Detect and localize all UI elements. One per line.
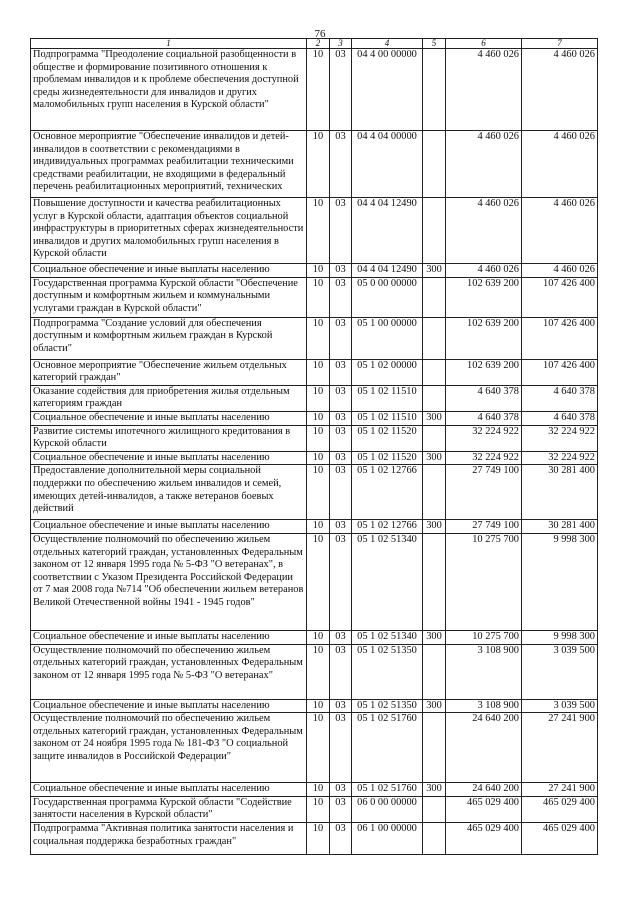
section-code: 10 [307, 359, 330, 385]
amount-year-2: 32 224 922 [522, 451, 598, 465]
expense-type-code [423, 49, 446, 131]
amount-year-2: 4 460 026 [522, 264, 598, 278]
row-name: Государственная программа Курской области "Содействие занятости населения в Курской области" [31, 796, 307, 822]
section-code: 10 [307, 277, 330, 317]
target-article-code: 05 1 02 12766 [352, 520, 423, 534]
amount-year-2: 3 039 500 [522, 644, 598, 699]
expense-type-code [423, 533, 446, 630]
amount-year-2: 4 460 026 [522, 131, 598, 198]
expense-type-code [423, 198, 446, 264]
amount-year-2: 27 241 900 [522, 783, 598, 797]
amount-year-2: 9 998 300 [522, 533, 598, 630]
target-article-code: 05 1 02 00000 [352, 359, 423, 385]
table-row [31, 465, 598, 520]
amount-year-2: 465 029 400 [522, 796, 598, 822]
subsection-code: 03 [330, 713, 352, 783]
amount-year-1: 102 639 200 [446, 317, 522, 359]
amount-year-2: 4 460 026 [522, 49, 598, 131]
expense-type-code [423, 465, 446, 520]
section-code: 10 [307, 783, 330, 797]
row-name: Социальное обеспечение и иные выплаты населению [31, 264, 307, 278]
table-row [31, 783, 598, 797]
amount-year-2: 107 426 400 [522, 359, 598, 385]
target-article-code: 05 1 02 51760 [352, 783, 423, 797]
amount-year-2: 465 029 400 [522, 822, 598, 854]
subsection-code: 03 [330, 644, 352, 699]
target-article-code: 05 1 02 11520 [352, 451, 423, 465]
table-row [31, 451, 598, 465]
row-name: Предоставление дополнительной меры социальной поддержки по обеспечению жильем инвалидов и семей, имеющих детей-инвалидов, а также ветеранов боевых действий [31, 465, 307, 520]
column-number-row [31, 39, 598, 49]
column-number: 4 [352, 39, 423, 49]
amount-year-2: 32 224 922 [522, 425, 598, 451]
expense-type-code [423, 277, 446, 317]
section-code: 10 [307, 630, 330, 644]
amount-year-1: 102 639 200 [446, 359, 522, 385]
subsection-code: 03 [330, 533, 352, 630]
subsection-code: 03 [330, 264, 352, 278]
target-article-code: 05 1 02 11520 [352, 425, 423, 451]
amount-year-1: 4 460 026 [446, 131, 522, 198]
subsection-code: 03 [330, 49, 352, 131]
subsection-code: 03 [330, 520, 352, 534]
section-code: 10 [307, 796, 330, 822]
expense-type-code [423, 713, 446, 783]
expense-type-code: 300 [423, 630, 446, 644]
target-article-code: 04 4 04 00000 [352, 131, 423, 198]
subsection-code: 03 [330, 385, 352, 411]
expense-type-code [423, 644, 446, 699]
target-article-code: 05 1 02 11510 [352, 411, 423, 425]
row-name: Основное мероприятие "Обеспечение жильем отдельных категорий граждан" [31, 359, 307, 385]
column-number: 1 [31, 39, 307, 49]
section-code: 10 [307, 198, 330, 264]
column-number: 5 [423, 39, 446, 49]
section-code: 10 [307, 49, 330, 131]
subsection-code: 03 [330, 796, 352, 822]
target-article-code: 05 1 02 51340 [352, 533, 423, 630]
subsection-code: 03 [330, 359, 352, 385]
amount-year-1: 24 640 200 [446, 713, 522, 783]
subsection-code: 03 [330, 822, 352, 854]
expense-type-code [423, 131, 446, 198]
target-article-code: 05 1 02 51340 [352, 630, 423, 644]
row-name: Социальное обеспечение и иные выплаты населению [31, 630, 307, 644]
section-code: 10 [307, 533, 330, 630]
table-row [31, 385, 598, 411]
amount-year-2: 30 281 400 [522, 520, 598, 534]
row-name: Социальное обеспечение и иные выплаты населению [31, 520, 307, 534]
table-row [31, 425, 598, 451]
row-name: Социальное обеспечение и иные выплаты населению [31, 451, 307, 465]
target-article-code: 06 0 00 00000 [352, 796, 423, 822]
expense-type-code [423, 317, 446, 359]
section-code: 10 [307, 131, 330, 198]
section-code: 10 [307, 520, 330, 534]
amount-year-1: 27 749 100 [446, 465, 522, 520]
row-name: Оказание содействия для приобретения жилья отдельным категориям граждан [31, 385, 307, 411]
row-name: Осуществление полномочий по обеспечению жильем отдельных категорий граждан, установленных Федеральным законом от 12 января 1995 года № 5-ФЗ "О ветеранах" [31, 644, 307, 699]
table-row [31, 277, 598, 317]
table-row [31, 713, 598, 783]
column-number: 3 [330, 39, 352, 49]
amount-year-1: 3 108 900 [446, 644, 522, 699]
amount-year-2: 4 640 378 [522, 411, 598, 425]
section-code: 10 [307, 465, 330, 520]
section-code: 10 [307, 713, 330, 783]
expense-type-code [423, 359, 446, 385]
amount-year-2: 4 460 026 [522, 198, 598, 264]
column-number: 2 [307, 39, 330, 49]
table-row [31, 520, 598, 534]
subsection-code: 03 [330, 465, 352, 520]
row-name: Социальное обеспечение и иные выплаты населению [31, 783, 307, 797]
subsection-code: 03 [330, 411, 352, 425]
amount-year-1: 27 749 100 [446, 520, 522, 534]
expense-type-code: 300 [423, 451, 446, 465]
target-article-code: 06 1 00 00000 [352, 822, 423, 854]
row-name: Социальное обеспечение и иные выплаты населению [31, 699, 307, 713]
target-article-code: 04 4 00 00000 [352, 49, 423, 131]
expense-type-code [423, 385, 446, 411]
section-code: 10 [307, 411, 330, 425]
amount-year-1: 4 640 378 [446, 385, 522, 411]
amount-year-2: 9 998 300 [522, 630, 598, 644]
expense-type-code [423, 822, 446, 854]
subsection-code: 03 [330, 451, 352, 465]
amount-year-2: 107 426 400 [522, 317, 598, 359]
target-article-code: 05 1 02 51760 [352, 713, 423, 783]
table-row [31, 411, 598, 425]
table-row [31, 317, 598, 359]
section-code: 10 [307, 699, 330, 713]
row-name: Повышение доступности и качества реабилитационных услуг в Курской области, адаптация объектов социальной инфраструктуры в приоритетных сферах жизнедеятельности инвалидов и других маломобильных групп населения в Курской области [31, 198, 307, 264]
row-name: Государственная программа Курской области "Обеспечение доступным и комфортным жильем и коммунальными услугами граждан в Курской области" [31, 277, 307, 317]
expense-type-code: 300 [423, 264, 446, 278]
amount-year-1: 32 224 922 [446, 451, 522, 465]
target-article-code: 04 4 04 12490 [352, 264, 423, 278]
table-row [31, 359, 598, 385]
amount-year-2: 27 241 900 [522, 713, 598, 783]
section-code: 10 [307, 451, 330, 465]
column-number: 7 [522, 39, 598, 49]
table-row [31, 630, 598, 644]
amount-year-1: 3 108 900 [446, 699, 522, 713]
amount-year-1: 32 224 922 [446, 425, 522, 451]
row-name: Осуществление полномочий по обеспечению жильем отдельных категорий граждан, установленных Федеральным законом от 12 января 1995 года № 5-ФЗ "О ветеранах", в соответствии с Указом Президента Российской Федерации от 7 мая 2008 года №714 "Об обеспечении жильем ветеранов Великой Отечественной войны 1941 - 1945 годов" [31, 533, 307, 630]
row-name: Подпрограмма "Активная политика занятости населения и социальная поддержка безработных граждан" [31, 822, 307, 854]
amount-year-2: 4 640 378 [522, 385, 598, 411]
amount-year-1: 465 029 400 [446, 822, 522, 854]
table-row [31, 796, 598, 822]
subsection-code: 03 [330, 425, 352, 451]
amount-year-2: 30 281 400 [522, 465, 598, 520]
amount-year-1: 4 640 378 [446, 411, 522, 425]
table-row [31, 533, 598, 630]
subsection-code: 03 [330, 317, 352, 359]
amount-year-1: 4 460 026 [446, 264, 522, 278]
table-row [31, 198, 598, 264]
section-code: 10 [307, 264, 330, 278]
expense-type-code: 300 [423, 699, 446, 713]
subsection-code: 03 [330, 699, 352, 713]
amount-year-1: 10 275 700 [446, 533, 522, 630]
subsection-code: 03 [330, 630, 352, 644]
target-article-code: 05 1 02 11510 [352, 385, 423, 411]
row-name: Подпрограмма "Преодоление социальной разобщенности в обществе и формирование позитивного отношения к проблемам инвалидов и к проблеме обеспечения доступной среды жизнедеятельности для инвалидов и других маломобильных групп населения в Курской области" [31, 49, 307, 131]
expense-type-code: 300 [423, 520, 446, 534]
row-name: Основное мероприятие "Обеспечение инвалидов и детей-инвалидов в соответствии с рекомендациями в индивидуальных программах реабилитации техническими средствами реабилитации, не входящими в федеральный перечень реабилитационных мероприятий, технических [31, 131, 307, 198]
table-row [31, 822, 598, 854]
section-code: 10 [307, 385, 330, 411]
amount-year-2: 3 039 500 [522, 699, 598, 713]
amount-year-1: 4 460 026 [446, 49, 522, 131]
target-article-code: 05 1 02 51350 [352, 699, 423, 713]
section-code: 10 [307, 822, 330, 854]
amount-year-1: 24 640 200 [446, 783, 522, 797]
table-row [31, 699, 598, 713]
section-code: 10 [307, 425, 330, 451]
target-article-code: 05 1 02 12766 [352, 465, 423, 520]
column-number: 6 [446, 39, 522, 49]
expense-type-code [423, 425, 446, 451]
target-article-code: 04 4 04 12490 [352, 198, 423, 264]
subsection-code: 03 [330, 131, 352, 198]
amount-year-1: 465 029 400 [446, 796, 522, 822]
expense-type-code [423, 796, 446, 822]
amount-year-1: 102 639 200 [446, 277, 522, 317]
amount-year-2: 107 426 400 [522, 277, 598, 317]
target-article-code: 05 0 00 00000 [352, 277, 423, 317]
table-row [31, 49, 598, 131]
amount-year-1: 10 275 700 [446, 630, 522, 644]
amount-year-1: 4 460 026 [446, 198, 522, 264]
subsection-code: 03 [330, 198, 352, 264]
target-article-code: 05 1 02 51350 [352, 644, 423, 699]
row-name: Подпрограмма "Создание условий для обеспечения доступным и комфортным жильем граждан в Курской области" [31, 317, 307, 359]
subsection-code: 03 [330, 783, 352, 797]
row-name: Осуществление полномочий по обеспечению жильем отдельных категорий граждан, установленных Федеральным законом от 24 ноября 1995 года № 181-ФЗ "О социальной защите инвалидов в Российской Федерации" [31, 713, 307, 783]
row-name: Развитие системы ипотечного жилищного кредитования в Курской области [31, 425, 307, 451]
table-row [31, 264, 598, 278]
page-number: 76 [314, 28, 326, 40]
budget-table [30, 38, 598, 855]
section-code: 10 [307, 644, 330, 699]
table-row [31, 644, 598, 699]
row-name: Социальное обеспечение и иные выплаты населению [31, 411, 307, 425]
expense-type-code: 300 [423, 783, 446, 797]
subsection-code: 03 [330, 277, 352, 317]
table-row [31, 131, 598, 198]
target-article-code: 05 1 00 00000 [352, 317, 423, 359]
section-code: 10 [307, 317, 330, 359]
expense-type-code: 300 [423, 411, 446, 425]
